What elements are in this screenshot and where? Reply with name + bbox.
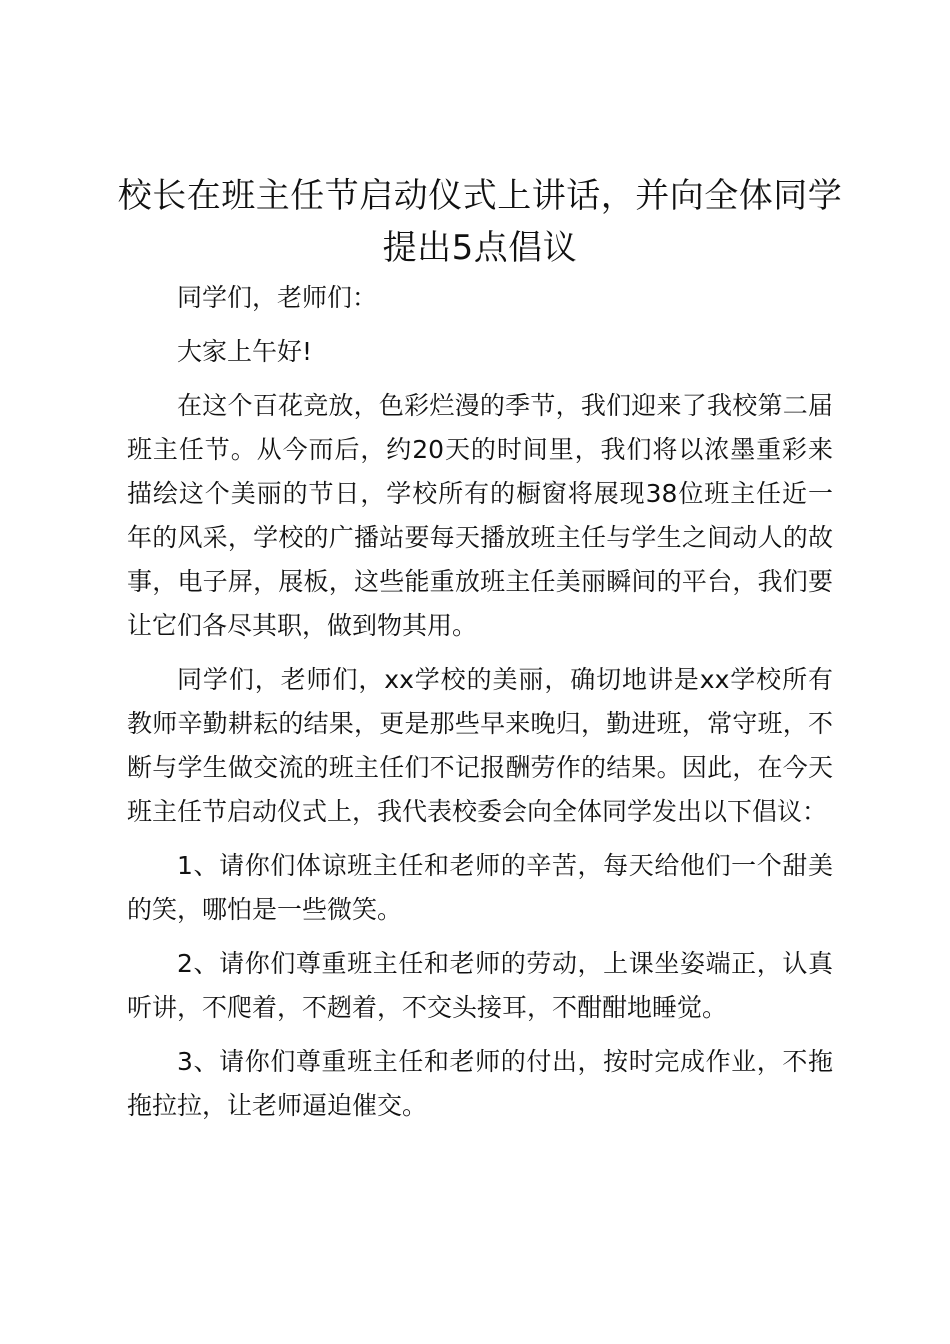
- greeting-paragraph: 大家上午好!: [177, 337, 313, 366]
- proposal-item-2: 2、请你们尊重班主任和老师的劳动，上课坐姿端正，认真听讲，不爬着，不趔着，不交头接耳，不酣酣地睡觉。: [127, 949, 833, 1022]
- proposal-item-3: 3、请你们尊重班主任和老师的付出，按时完成作业，不拖拖拉拉，让老师逼迫催交。: [127, 1047, 833, 1120]
- document-body: [127, 276, 833, 1138]
- salutation-paragraph: 同学们，老师们：: [177, 283, 378, 312]
- intro-paragraph: 在这个百花竞放，色彩烂漫的季节，我们迎来了我校第二届班主任节。从今而后，约20天的时间里，我们将以浓墨重彩来描绘这个美丽的节日，学校所有的橱窗将展现38位班主任近一年的风采，学校的广播站要每天播放班主任与学生之间动人的故事，电子屏，展板，这些能重放班主任美丽瞬间的平台，我们要让它们各尽其职，做到物其用。: [127, 391, 833, 640]
- appeal-paragraph: 同学们，老师们，xx学校的美丽，确切地讲是xx学校所有教师辛勤耕耘的结果，更是那些早来晚归，勤进班，常守班，不断与学生做交流的班主任们不记报酬劳作的结果。因此，在今天班主任节启动仪式上，我代表校委会向全体同学发出以下倡议：: [127, 665, 833, 826]
- proposal-item-1: 1、请你们体谅班主任和老师的辛苦，每天给他们一个甜美的笑，哪怕是一些微笑。: [127, 851, 833, 924]
- document-title: 校长在班主任节启动仪式上讲话，并向全体同学提出5点倡议: [117, 176, 843, 268]
